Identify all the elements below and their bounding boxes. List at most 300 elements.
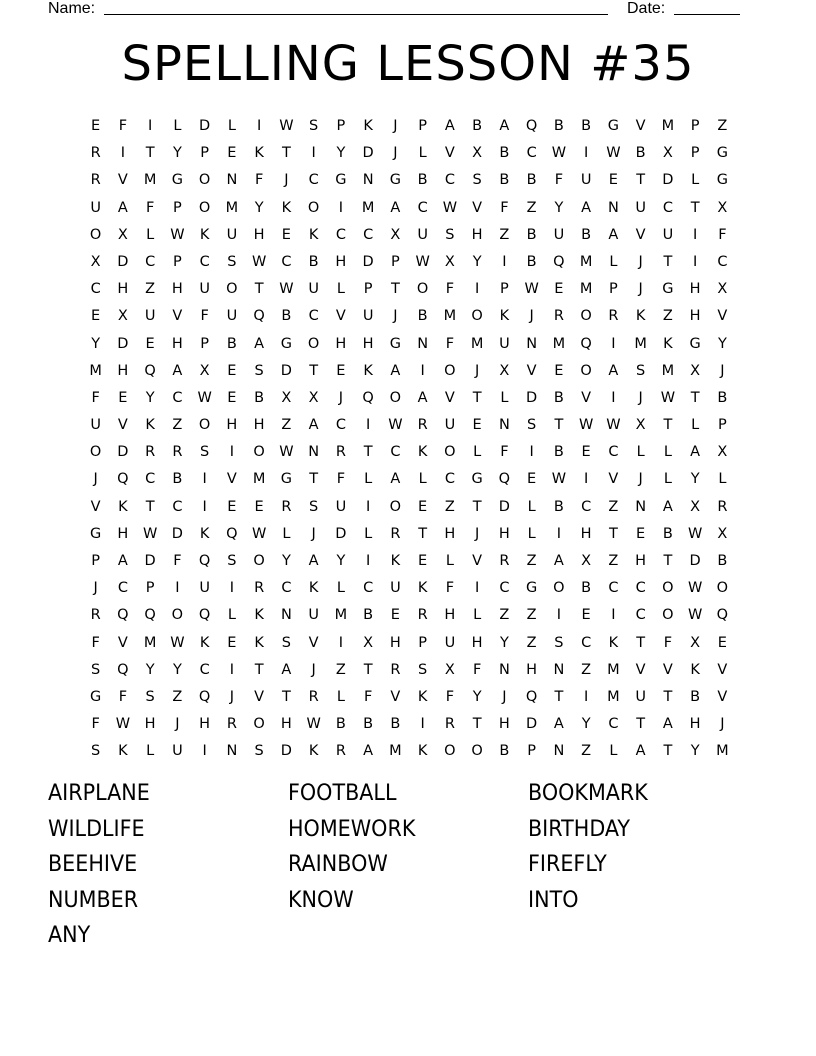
grid-letter: J bbox=[393, 145, 398, 162]
grid-letter: C bbox=[581, 634, 592, 651]
grid-letter: N bbox=[498, 417, 510, 434]
grid-letter: G bbox=[280, 471, 292, 488]
grid-letter: R bbox=[335, 444, 346, 461]
grid-letter: R bbox=[90, 145, 101, 162]
grid-row bbox=[82, 113, 736, 140]
grid-letter: K bbox=[254, 145, 264, 162]
grid-letter: S bbox=[254, 362, 264, 379]
grid-letter: H bbox=[389, 634, 401, 651]
grid-letter: K bbox=[118, 743, 128, 760]
grid-letter: I bbox=[583, 471, 589, 488]
grid-letter: H bbox=[526, 661, 538, 678]
grid-letter: P bbox=[336, 118, 346, 134]
grid-letter: F bbox=[336, 471, 346, 488]
grid-letter: V bbox=[526, 362, 537, 379]
grid-letter: K bbox=[145, 417, 155, 434]
grid-letter: H bbox=[199, 716, 211, 733]
grid-letter: T bbox=[472, 498, 482, 515]
grid-letter: M bbox=[252, 471, 266, 488]
grid-letter: X bbox=[717, 281, 728, 298]
grid-letter: D bbox=[280, 362, 292, 379]
grid-letter: I bbox=[229, 444, 235, 461]
grid-letter: O bbox=[444, 362, 456, 379]
grid-letter: L bbox=[336, 281, 345, 298]
grid-letter: R bbox=[308, 688, 319, 705]
grid-letter: J bbox=[720, 716, 725, 733]
grid-letter: V bbox=[90, 498, 101, 515]
grid-letter: V bbox=[717, 661, 728, 678]
grid-letter: Y bbox=[254, 199, 264, 216]
grid-letter: Q bbox=[525, 688, 538, 705]
grid-letter: C bbox=[172, 498, 183, 515]
grid-letter: Z bbox=[499, 226, 510, 243]
grid-letter: W bbox=[251, 253, 267, 270]
grid-letter: X bbox=[117, 226, 128, 243]
grid-letter: I bbox=[474, 281, 480, 298]
grid-letter: T bbox=[418, 525, 428, 542]
grid-letter: Z bbox=[444, 498, 455, 515]
grid-letter: A bbox=[662, 498, 673, 515]
grid-letter: U bbox=[335, 498, 347, 515]
grid-letter: L bbox=[282, 525, 291, 542]
grid-letter: B bbox=[499, 172, 510, 189]
grid-letter: T bbox=[281, 688, 291, 705]
grid-letter: J bbox=[229, 688, 235, 705]
grid-letter: S bbox=[227, 253, 237, 270]
grid-row bbox=[82, 276, 736, 303]
grid-row bbox=[82, 521, 736, 548]
grid-letter: U bbox=[580, 172, 592, 189]
grid-letter: T bbox=[363, 661, 373, 678]
grid-letter: D bbox=[117, 253, 129, 270]
grid-letter: F bbox=[445, 688, 455, 705]
grid-letter: D bbox=[199, 118, 211, 134]
grid-letter: V bbox=[117, 634, 128, 651]
grid-letter: X bbox=[472, 145, 483, 162]
grid-letter: D bbox=[498, 498, 510, 515]
grid-letter: G bbox=[716, 172, 728, 189]
grid-letter: N bbox=[553, 743, 565, 760]
grid-letter: B bbox=[363, 716, 374, 733]
grid-letter: F bbox=[363, 688, 373, 705]
grid-letter: P bbox=[173, 253, 182, 270]
grid-letter: V bbox=[444, 389, 455, 406]
grid-letter: G bbox=[171, 172, 183, 189]
grid-letter: S bbox=[91, 743, 101, 760]
grid-letter: M bbox=[607, 661, 620, 678]
grid-letter: X bbox=[90, 253, 101, 270]
word-bank-item: ANY bbox=[48, 923, 91, 949]
date-blank-line bbox=[674, 14, 740, 15]
grid-letter: T bbox=[663, 743, 673, 760]
grid-letter: M bbox=[579, 281, 593, 298]
grid-letter: P bbox=[200, 145, 209, 162]
grid-letter: X bbox=[444, 253, 455, 270]
grid-letter: A bbox=[390, 362, 401, 379]
grid-letter: R bbox=[499, 553, 510, 569]
grid-letter: J bbox=[638, 471, 643, 488]
grid-letter: K bbox=[390, 553, 401, 569]
grid-letter: M bbox=[579, 253, 593, 270]
grid-letter: Q bbox=[362, 389, 374, 406]
grid-letter: Q bbox=[198, 607, 211, 624]
grid-letter: W bbox=[142, 525, 158, 542]
grid-letter: H bbox=[117, 525, 129, 542]
grid-letter: I bbox=[202, 471, 207, 488]
grid-letter: V bbox=[226, 471, 237, 488]
grid-letter: C bbox=[308, 308, 319, 325]
grid-letter: L bbox=[609, 253, 618, 270]
grid-letter: C bbox=[363, 226, 374, 243]
grid-letter: X bbox=[444, 661, 455, 678]
grid-letter: C bbox=[335, 417, 346, 434]
grid-letter: D bbox=[335, 525, 347, 542]
grid-letter: I bbox=[583, 688, 589, 705]
grid-letter: A bbox=[608, 226, 619, 243]
grid-letter: Y bbox=[472, 688, 482, 705]
grid-letter: H bbox=[689, 716, 701, 733]
grid-letter: D bbox=[280, 743, 292, 760]
grid-letter: X bbox=[717, 525, 728, 542]
grid-letter: M bbox=[143, 172, 157, 189]
grid-letter: E bbox=[636, 525, 646, 542]
grid-letter: W bbox=[687, 607, 703, 624]
grid-letter: T bbox=[636, 634, 646, 651]
grid-letter: D bbox=[362, 145, 374, 162]
grid-letter: C bbox=[335, 226, 346, 243]
grid-row bbox=[82, 195, 736, 222]
grid-letter: N bbox=[635, 498, 647, 515]
grid-letter: Q bbox=[498, 471, 511, 488]
grid-letter: E bbox=[472, 417, 482, 434]
grid-letter: V bbox=[635, 118, 646, 134]
grid-letter: I bbox=[474, 580, 480, 597]
grid-letter: Z bbox=[717, 118, 728, 134]
grid-letter: B bbox=[526, 226, 537, 243]
grid-letter: K bbox=[417, 743, 428, 760]
grid-letter: E bbox=[527, 471, 537, 488]
grid-letter: M bbox=[634, 335, 647, 352]
grid-letter: W bbox=[115, 716, 131, 733]
grid-letter: Z bbox=[526, 199, 537, 216]
grid-letter: H bbox=[335, 335, 347, 352]
grid-letter: E bbox=[227, 634, 237, 651]
grid-letter: M bbox=[661, 362, 675, 379]
grid-letter: O bbox=[307, 335, 320, 352]
grid-letter: I bbox=[365, 553, 371, 569]
grid-letter: C bbox=[526, 145, 537, 162]
grid-letter: V bbox=[254, 688, 265, 705]
grid-letter: I bbox=[529, 444, 534, 461]
grid-letter: W bbox=[170, 226, 185, 243]
grid-letter: A bbox=[690, 444, 701, 461]
grid-letter: I bbox=[420, 716, 425, 733]
grid-letter: W bbox=[442, 199, 458, 216]
grid-letter: O bbox=[253, 716, 265, 733]
grid-letter: P bbox=[145, 580, 155, 597]
grid-letter: R bbox=[390, 661, 401, 678]
grid-letter: F bbox=[554, 172, 564, 189]
grid-letter: R bbox=[226, 716, 237, 733]
grid-letter: S bbox=[91, 661, 101, 678]
grid-letter: O bbox=[444, 743, 456, 760]
grid-letter: H bbox=[144, 716, 156, 733]
grid-letter: L bbox=[691, 417, 700, 434]
grid-letter: L bbox=[445, 553, 454, 569]
grid-letter: O bbox=[471, 308, 483, 325]
grid-letter: L bbox=[227, 607, 236, 624]
grid-letter: R bbox=[145, 444, 156, 461]
grid-row bbox=[82, 738, 736, 765]
grid-letter: N bbox=[417, 335, 429, 352]
grid-letter: T bbox=[309, 362, 319, 379]
grid-letter: R bbox=[417, 607, 428, 624]
grid-letter: J bbox=[720, 362, 725, 379]
grid-letter: A bbox=[254, 335, 265, 352]
grid-letter: G bbox=[90, 688, 102, 705]
grid-letter: G bbox=[471, 471, 483, 488]
grid-letter: E bbox=[418, 498, 428, 515]
grid-letter: K bbox=[308, 580, 319, 597]
grid-letter: T bbox=[690, 199, 700, 216]
grid-letter: H bbox=[253, 417, 265, 434]
grid-letter: K bbox=[635, 308, 646, 325]
grid-letter: C bbox=[199, 661, 210, 678]
grid-letter: X bbox=[363, 634, 374, 651]
grid-letter: U bbox=[444, 417, 456, 434]
grid-letter: T bbox=[145, 145, 155, 162]
grid-letter: A bbox=[390, 471, 401, 488]
grid-letter: T bbox=[690, 389, 700, 406]
grid-letter: W bbox=[578, 417, 594, 434]
grid-letter: Z bbox=[499, 607, 510, 624]
grid-letter: I bbox=[365, 498, 371, 515]
grid-letter: R bbox=[417, 417, 428, 434]
grid-letter: W bbox=[279, 281, 294, 298]
grid-letter: G bbox=[389, 335, 401, 352]
grid-letter: I bbox=[311, 145, 316, 162]
grid-letter: K bbox=[308, 743, 319, 760]
grid-letter: D bbox=[689, 553, 701, 569]
grid-letter: O bbox=[226, 281, 238, 298]
grid-letter: H bbox=[117, 362, 129, 379]
grid-letter: M bbox=[225, 199, 239, 216]
grid-letter: O bbox=[662, 607, 674, 624]
grid-letter: Y bbox=[554, 199, 564, 216]
grid-letter: A bbox=[390, 199, 401, 216]
grid-letter: B bbox=[254, 389, 265, 406]
grid-letter: O bbox=[198, 172, 211, 189]
grid-letter: B bbox=[717, 389, 728, 406]
grid-letter: X bbox=[581, 553, 592, 569]
grid-letter: Y bbox=[145, 389, 155, 406]
grid-letter: W bbox=[606, 417, 621, 434]
grid-letter: Z bbox=[581, 661, 592, 678]
grid-letter: L bbox=[663, 471, 672, 488]
grid-letter: B bbox=[417, 308, 428, 325]
grid-letter: Q bbox=[117, 607, 129, 624]
grid-letter: M bbox=[607, 688, 620, 705]
grid-letter: M bbox=[470, 335, 484, 352]
grid-letter: E bbox=[418, 553, 428, 569]
grid-letter: W bbox=[551, 471, 567, 488]
grid-letter: I bbox=[583, 145, 589, 162]
header-line bbox=[48, 0, 748, 20]
grid-letter: T bbox=[636, 716, 646, 733]
grid-letter: H bbox=[117, 281, 129, 298]
grid-letter: V bbox=[172, 308, 183, 325]
grid-letter: S bbox=[309, 118, 319, 134]
grid-letter: I bbox=[202, 743, 207, 760]
word-bank-item: HOMEWORK bbox=[288, 816, 416, 842]
grid-letter: J bbox=[638, 253, 643, 270]
grid-letter: S bbox=[472, 172, 482, 189]
grid-letter: G bbox=[607, 118, 619, 134]
grid-letter: X bbox=[690, 362, 701, 379]
grid-letter: Z bbox=[526, 553, 537, 569]
grid-letter: B bbox=[581, 226, 592, 243]
grid-letter: C bbox=[417, 199, 428, 216]
grid-letter: Z bbox=[581, 743, 592, 760]
grid-letter: W bbox=[388, 417, 403, 434]
grid-letter: V bbox=[390, 688, 401, 705]
grid-letter: X bbox=[199, 362, 210, 379]
grid-letter: F bbox=[500, 444, 509, 461]
grid-letter: A bbox=[117, 553, 128, 569]
grid-row bbox=[82, 630, 736, 657]
grid-letter: T bbox=[663, 253, 673, 270]
grid-letter: E bbox=[581, 607, 591, 624]
grid-letter: A bbox=[172, 362, 183, 379]
grid-letter: A bbox=[444, 118, 455, 134]
grid-letter: F bbox=[118, 118, 128, 134]
grid-letter: S bbox=[418, 661, 428, 678]
grid-letter: K bbox=[499, 308, 510, 325]
grid-letter: U bbox=[199, 580, 210, 597]
grid-letter: M bbox=[334, 607, 348, 624]
grid-letter: W bbox=[306, 716, 321, 733]
grid-letter: N bbox=[526, 335, 538, 352]
grid-letter: I bbox=[692, 226, 698, 243]
grid-letter: W bbox=[606, 145, 621, 162]
word-bank-item: KNOW bbox=[288, 887, 354, 913]
page-title: SPELLING LESSON #35 bbox=[121, 36, 695, 92]
grid-letter: C bbox=[117, 580, 128, 597]
grid-letter: L bbox=[500, 389, 509, 406]
grid-letter: Y bbox=[336, 553, 346, 569]
grid-letter: F bbox=[445, 281, 455, 298]
grid-row bbox=[82, 412, 736, 439]
grid-letter: T bbox=[554, 417, 564, 434]
grid-letter: E bbox=[227, 389, 237, 406]
grid-letter: T bbox=[254, 281, 264, 298]
grid-letter: T bbox=[663, 688, 673, 705]
grid-letter: I bbox=[147, 118, 153, 134]
grid-letter: G bbox=[335, 172, 347, 189]
grid-row bbox=[82, 548, 736, 575]
grid-row bbox=[82, 222, 736, 249]
grid-letter: I bbox=[420, 362, 425, 379]
grid-letter: F bbox=[91, 634, 100, 651]
grid-letter: C bbox=[608, 716, 619, 733]
grid-letter: R bbox=[717, 498, 728, 515]
grid-letter: C bbox=[608, 444, 619, 461]
grid-letter: R bbox=[254, 580, 265, 597]
grid-letter: H bbox=[471, 634, 483, 651]
grid-letter: E bbox=[554, 362, 564, 379]
grid-row bbox=[82, 494, 736, 521]
grid-letter: H bbox=[171, 335, 183, 352]
grid-letter: Q bbox=[253, 308, 265, 325]
grid-letter: O bbox=[198, 417, 211, 434]
grid-letter: F bbox=[663, 634, 673, 651]
grid-letter: Y bbox=[145, 661, 155, 678]
grid-letter: T bbox=[254, 661, 264, 678]
grid-letter: F bbox=[118, 688, 128, 705]
grid-letter: L bbox=[227, 118, 236, 134]
grid-letter: S bbox=[554, 634, 564, 651]
grid-letter: B bbox=[499, 743, 510, 760]
word-bank-item: NUMBER bbox=[48, 887, 139, 913]
grid-letter: T bbox=[281, 145, 291, 162]
grid-letter: R bbox=[90, 607, 101, 624]
grid-letter: J bbox=[502, 688, 507, 705]
grid-letter: W bbox=[170, 634, 185, 651]
grid-letter: P bbox=[690, 145, 700, 162]
grid-letter: O bbox=[307, 199, 320, 216]
grid-letter: H bbox=[362, 335, 374, 352]
grid-letter: R bbox=[172, 444, 183, 461]
grid-letter: V bbox=[117, 417, 128, 434]
grid-letter: F bbox=[145, 199, 155, 216]
grid-letter: C bbox=[172, 389, 183, 406]
grid-letter: K bbox=[363, 362, 373, 379]
date-label: Date: bbox=[627, 0, 666, 17]
grid-letter: K bbox=[417, 580, 428, 597]
grid-letter: I bbox=[229, 661, 235, 678]
grid-letter: H bbox=[498, 716, 510, 733]
grid-letter: S bbox=[281, 634, 291, 651]
grid-letter: Z bbox=[335, 661, 346, 678]
grid-letter: M bbox=[552, 335, 566, 352]
grid-letter: B bbox=[472, 118, 483, 134]
grid-letter: I bbox=[611, 607, 616, 624]
grid-letter: A bbox=[662, 716, 673, 733]
grid-letter: A bbox=[499, 118, 510, 134]
grid-letter: O bbox=[253, 444, 265, 461]
grid-letter: P bbox=[91, 553, 100, 569]
grid-row bbox=[82, 358, 736, 385]
grid-letter: Y bbox=[172, 145, 182, 162]
grid-letter: K bbox=[199, 525, 210, 542]
grid-letter: T bbox=[309, 471, 319, 488]
grid-letter: M bbox=[143, 634, 157, 651]
grid-letter: H bbox=[253, 226, 265, 243]
grid-letter: P bbox=[718, 417, 727, 434]
grid-letter: Y bbox=[499, 634, 509, 651]
grid-letter: V bbox=[581, 389, 592, 406]
grid-letter: U bbox=[499, 335, 510, 352]
grid-letter: V bbox=[472, 553, 483, 569]
grid-letter: L bbox=[336, 580, 345, 597]
grid-letter: G bbox=[716, 145, 728, 162]
grid-letter: W bbox=[251, 525, 267, 542]
grid-letter: U bbox=[308, 607, 319, 624]
grid-letter: B bbox=[499, 145, 510, 162]
word-bank-item: FOOTBALL bbox=[288, 781, 397, 806]
grid-letter: O bbox=[253, 553, 265, 569]
grid-row bbox=[82, 331, 736, 358]
